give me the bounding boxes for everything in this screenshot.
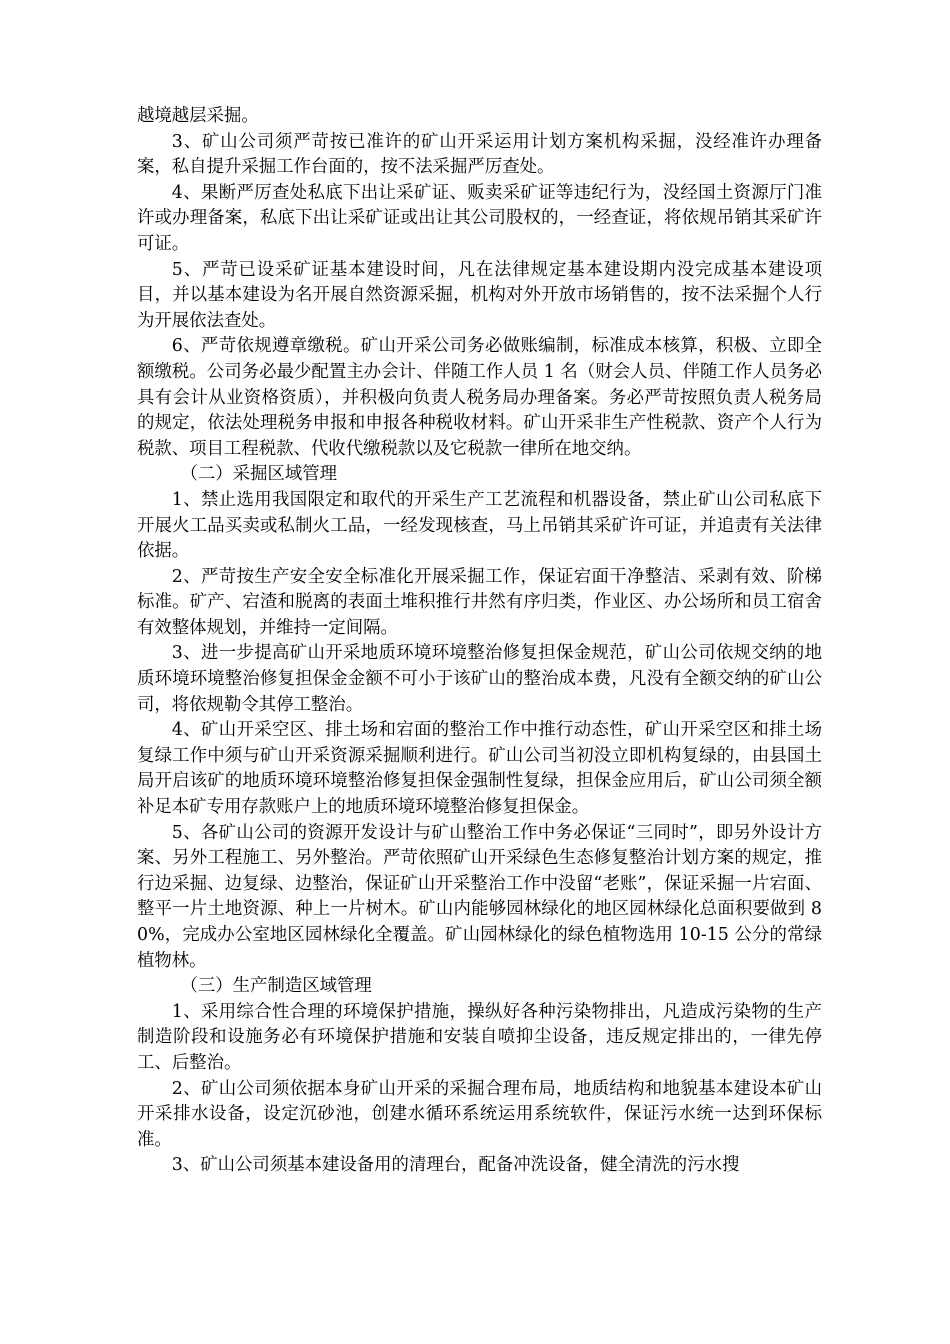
body-paragraph: 越境越层采掘。 — [137, 106, 259, 126]
body-paragraph: 3、矿山公司须基本建设备用的清理台，配备冲洗设备，健全清洗的污水搜 — [171, 1155, 740, 1176]
body-paragraph: 5、严苛已设采矿证基本建设时间，凡在法律规定基本建设期内没完成基本建设项目，并以基本建设为名开展自然资源采掘，机构对外开放市场销售的，按不法采掘个人行为开展依法查处。 — [137, 259, 822, 331]
body-paragraph: 2、严苛按生产安全安全标准化开展采掘工作，保证宕面干净整洁、采剥有效、阶梯标准。矿产、宕渣和脱离的表面土堆积推行井然有序归类，作业区、办公场所和员工宿舍有效整体规划，并维持一定间隔。 — [137, 566, 822, 638]
body-paragraph: 4、矿山开采空区、排土场和宕面的整治工作中推行动态性，矿山开采空区和排土场复绿工作中须与矿山开采资源采掘顺利进行。矿山公司当初没立即机构复绿的，由县国土局开启该矿的地质环境环境整治修复担保金强制性复绿，担保金应用后，矿山公司须全额补足本矿专用存款账户上的地质环境环境整治修复担保金。 — [137, 720, 822, 818]
body-paragraph: 3、矿山公司须严苛按已准许的矿山开采运用计划方案机构采掘，没经准许办理备案，私自提升采掘工作台面的，按不法采掘严厉查处。 — [137, 131, 822, 178]
body-paragraph: 3、进一步提高矿山开采地质环境环境整治修复担保金规范，矿山公司依规交纳的地质环境环境整治修复担保金金额不可小于该矿山的整治成本费，凡没有全额交纳的矿山公司，将依规勒令其停工整治。 — [137, 643, 822, 715]
body-paragraph: 1、禁止选用我国限定和取代的开采生产工艺流程和机器设备，禁止矿山公司私底下开展火工品买卖或私制火工品，一经发现核查，马上吊销其采矿许可证，并追责有关法律依据。 — [137, 489, 822, 562]
document-body — [137, 104, 822, 1179]
body-paragraph: 1、采用综合性合理的环境保护措施，操纵好各种污染物排出，凡造成污染物的生产制造阶段和设施务必有环境保护措施和安装自喷抑尘设备，违反规定排出的，一律先停工、后整治。 — [137, 1001, 822, 1073]
body-paragraph: 4、果断严厉查处私底下出让采矿证、贩卖采矿证等违纪行为，没经国土资源厅门准许或办理备案，私底下出让采矿证或出让其公司股权的，一经查证，将依规吊销其采矿许可证。 — [137, 182, 822, 254]
section-heading: （二）采掘区域管理 — [180, 464, 338, 485]
body-paragraph: 5、各矿山公司的资源开发设计与矿山整治工作中务必保证“三同时”，即另外设计方案、另外工程施工、另外整治。严苛依照矿山开采绿色生态修复整治计划方案的规定，推行边采掘、边复绿、边整治，保证矿山开采整治工作中没留“老账”，保证采掘一片宕面、整平一片土地资源、种上一片树木。矿山内能够园林绿化的地区园林绿化总面积要做到 80%，完成办公室地区园林绿化全覆盖。矿山园林绿化的绿色植物选用 10-15 公分的常绿植物林。 — [137, 822, 822, 971]
body-paragraph: 2、矿山公司须依据本身矿山开采的采掘合理布局，地质结构和地貌基本建设本矿山开采排水设备，设定沉砂池，创建水循环系统运用系统软件，保证污水统一达到环保标准。 — [137, 1078, 822, 1150]
body-paragraph: 6、严苛依规遵章缴税。矿山开采公司务必做账编制，标准成本核算，积极、立即全额缴税。公司务必最少配置主办会计、伴随工作人员 1 名（财会人员、伴随工作人员务必具有会计从业资格资质），并积极向负责人税务局办理备案。务必严苛按照负责人税务局的规定，依法处理税务申报和申报各种税收材料。矿山开采非生产性税款、资产个人行为税款、项目工程税款、代收代缴税款以及它税款一律所在地交纳。 — [137, 336, 822, 459]
section-heading: （三）生产制造区域管理 — [180, 976, 372, 997]
